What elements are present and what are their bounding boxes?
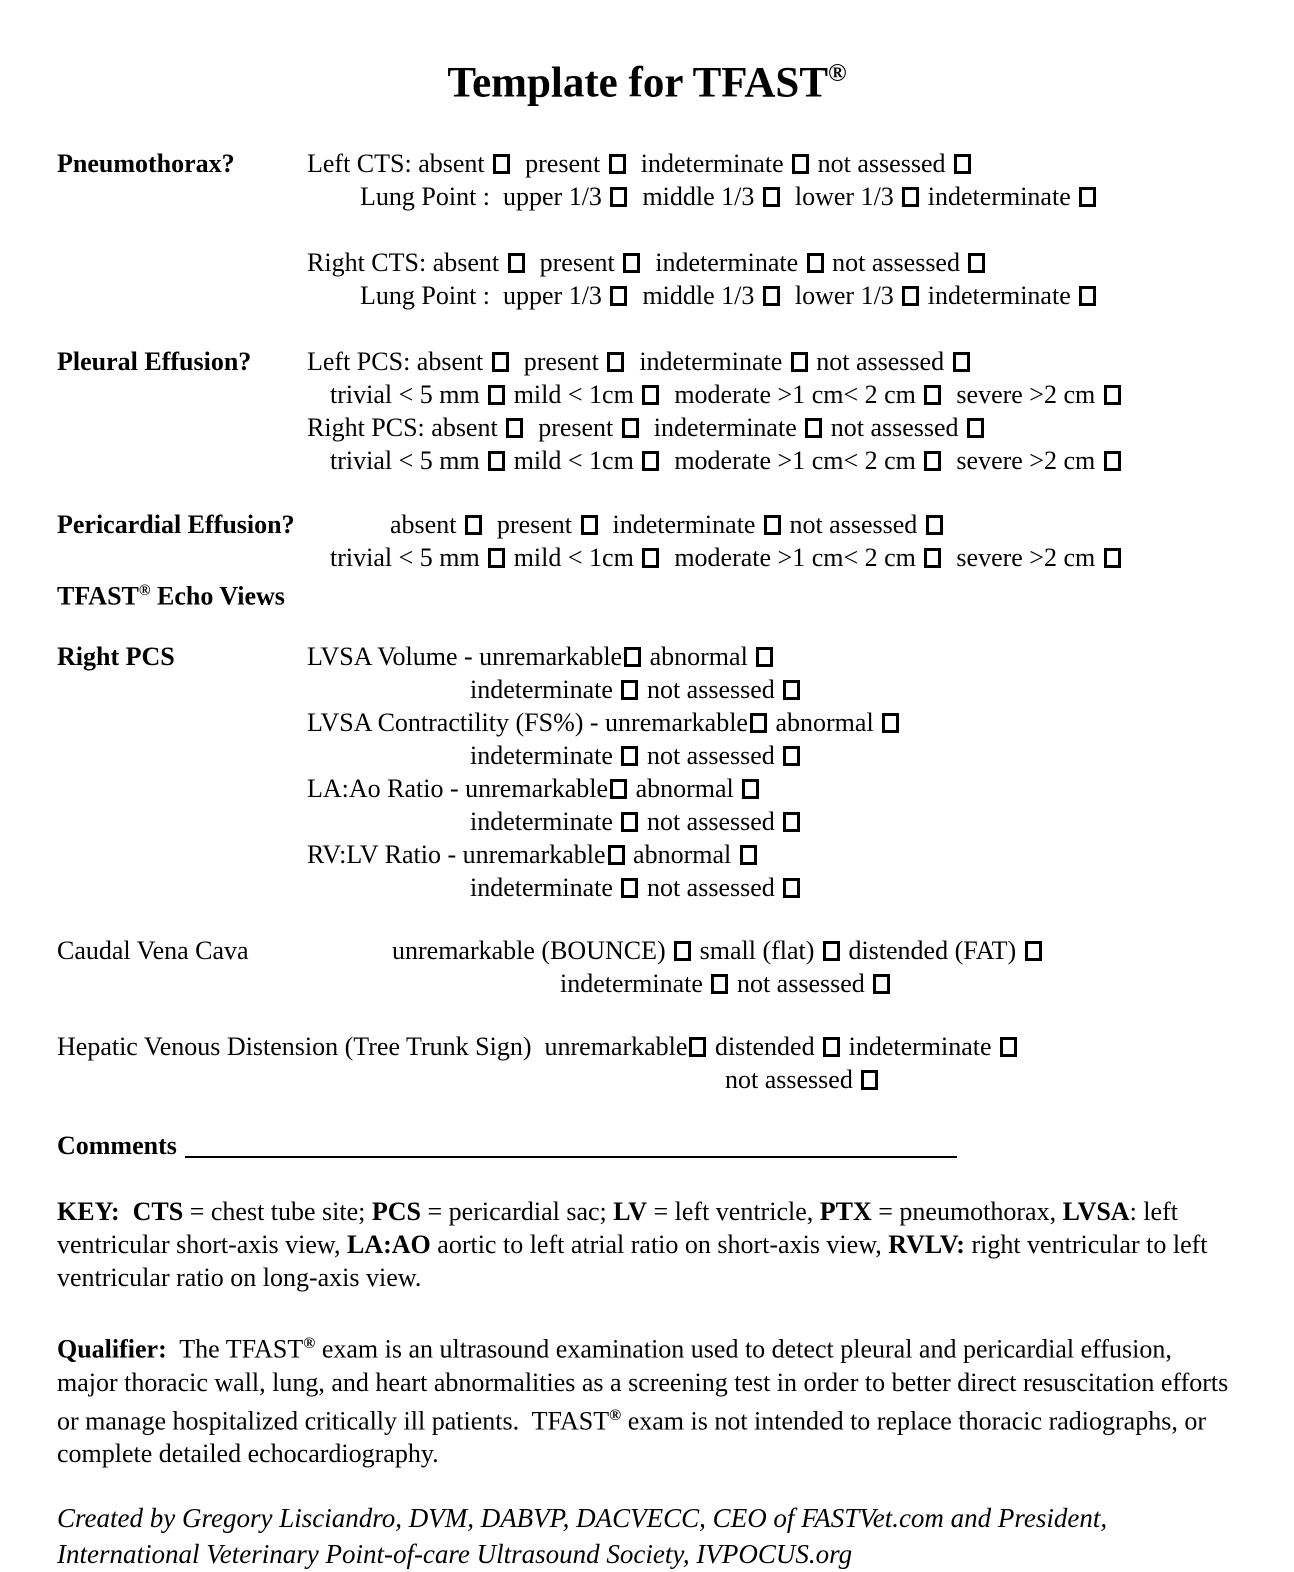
checkbox[interactable] <box>1000 1037 1017 1057</box>
paragraph-segment: = pericardial sac; <box>421 1196 614 1226</box>
section-right-pcs <box>57 640 1237 904</box>
section-echo-views-heading <box>57 574 1237 613</box>
checkbox[interactable] <box>610 187 627 207</box>
checkbox[interactable] <box>642 451 659 471</box>
form-line <box>307 640 1237 673</box>
checkbox[interactable] <box>674 941 691 961</box>
line-text: moderate >1 cm< 2 cm <box>661 380 923 410</box>
line-text: Hepatic Venous Distension (Tree Trunk Sign) unremarkable <box>57 1031 688 1061</box>
checkbox[interactable] <box>902 286 919 306</box>
checkbox[interactable] <box>763 286 780 306</box>
checkbox[interactable] <box>742 779 759 799</box>
line-text: not assessed <box>640 872 782 902</box>
page-title-text: Template for TFAST <box>447 59 829 107</box>
checkbox[interactable] <box>621 680 638 700</box>
checkbox[interactable] <box>968 253 985 273</box>
form-line <box>307 739 1237 772</box>
line-text: LVSA Volume - unremarkable <box>307 641 623 671</box>
paragraph-segment: International Veterinary Point-of-care Ultrasound Society, IVPOCUS.org <box>57 1539 853 1570</box>
line-text: mild < 1cm <box>507 543 641 573</box>
comments-row <box>57 1129 1237 1162</box>
section-pericardial-effusion <box>57 508 1237 574</box>
checkbox[interactable] <box>756 647 773 667</box>
paragraph-segment: PCS <box>371 1196 422 1226</box>
paragraph-segment: aortic to left atrial ratio on short-axis view, <box>430 1229 889 1259</box>
checkbox[interactable] <box>791 352 808 372</box>
line-text: present <box>512 149 607 179</box>
form-line <box>307 246 1237 279</box>
checkbox[interactable] <box>783 812 800 832</box>
line-text: middle 1/3 <box>629 281 761 311</box>
paragraph-segment: exam is an ultrasound examination used to detect pleural and pericardial effusion, major thoracic wall, lung, and heart abnormalities as a screening test in order to better direct resuscitation efforts or manage hospitalized critically ill patients. TFAST <box>57 1334 1235 1436</box>
section-label-pericardial-effusion: Pericardial Effusion? <box>57 510 295 540</box>
section-label-pneumothorax: Pneumothorax? <box>57 149 235 179</box>
heading-text: Echo Views <box>150 581 285 611</box>
checkbox[interactable] <box>823 941 840 961</box>
section-lines <box>307 508 1237 574</box>
line-text: moderate >1 cm< 2 cm <box>661 543 923 573</box>
comments-label: Comments <box>57 1130 177 1160</box>
key-paragraph <box>57 1195 1237 1294</box>
checkbox[interactable] <box>926 515 943 535</box>
checkbox[interactable] <box>882 713 899 733</box>
line-text: severe >2 cm <box>943 446 1102 476</box>
checkbox[interactable] <box>488 548 505 568</box>
form-line <box>307 805 1237 838</box>
line-text: unremarkable (BOUNCE) <box>392 935 673 965</box>
paragraph-segment: : left ventricular short-axis view, <box>57 1196 1185 1259</box>
checkbox[interactable] <box>711 974 728 994</box>
checkbox[interactable] <box>967 418 984 438</box>
section-lines <box>307 640 1237 904</box>
section-pneumothorax <box>57 147 1237 312</box>
form-line <box>57 1030 1237 1063</box>
checkbox[interactable] <box>764 515 781 535</box>
paragraph-segment: Created by Gregory Lisciandro, DVM, DABVP, DACVECC, CEO of FASTVet.com and President, <box>57 1503 1108 1534</box>
section-label-caudal-vena-cava: Caudal Vena Cava <box>57 935 249 965</box>
line-text: LA:Ao Ratio - unremarkable <box>307 773 609 803</box>
checkbox[interactable] <box>823 1037 840 1057</box>
paragraph-segment: LVSA <box>1062 1196 1130 1226</box>
qualifier-paragraph <box>57 1327 1237 1470</box>
form-line <box>307 147 1237 180</box>
paragraph-segment: CTS <box>132 1196 184 1226</box>
checkbox[interactable] <box>1104 385 1121 405</box>
line-text: not assessed <box>730 968 872 998</box>
form-body <box>57 147 1237 1096</box>
section-label-pleural-effusion: Pleural Effusion? <box>57 347 252 377</box>
checkbox[interactable] <box>861 1070 878 1090</box>
checkbox[interactable] <box>763 187 780 207</box>
checkbox[interactable] <box>792 154 809 174</box>
form-line <box>307 838 1237 871</box>
line-text: Left PCS: absent <box>307 347 490 377</box>
line-text: indeterminate <box>470 872 620 902</box>
form-line <box>307 213 1237 246</box>
checkbox[interactable] <box>610 286 627 306</box>
checkbox[interactable] <box>924 385 941 405</box>
checkbox[interactable] <box>621 812 638 832</box>
line-text: present <box>483 510 579 540</box>
checkbox[interactable] <box>610 779 627 799</box>
section-hepatic-venous-distension <box>57 1030 1237 1096</box>
checkbox[interactable] <box>902 187 919 207</box>
checkbox[interactable] <box>488 385 505 405</box>
form-line <box>307 706 1237 739</box>
line-text: Right PCS: absent <box>307 413 505 443</box>
section-label-right-pcs: Right PCS <box>57 641 175 671</box>
checkbox[interactable] <box>1104 548 1121 568</box>
heading-text: TFAST <box>57 581 139 611</box>
line-text: Lung Point : upper 1/3 <box>360 182 609 212</box>
form-line <box>307 411 1237 444</box>
line-text: RV:LV Ratio - unremarkable <box>307 839 606 869</box>
form-line <box>57 1063 1237 1096</box>
line-text: mild < 1cm <box>507 446 641 476</box>
line-text: absent <box>390 510 463 540</box>
checkbox[interactable] <box>622 418 639 438</box>
line-text: Right CTS: absent <box>307 248 506 278</box>
line-text: indeterminate <box>640 413 804 443</box>
form-line <box>307 279 1237 312</box>
paragraph-segment: right ventricular to left ventricular ratio on long-axis view. <box>57 1229 1215 1292</box>
checkbox[interactable] <box>508 253 525 273</box>
checkbox[interactable] <box>621 878 638 898</box>
line-text: indeterminate <box>470 740 620 770</box>
form-line <box>307 934 1237 967</box>
line-text: indeterminate <box>627 149 791 179</box>
form-line <box>307 345 1237 378</box>
paragraph-segment: exam is not intended to replace thoracic radiographs, or complete detailed echocardiography. <box>57 1406 1213 1469</box>
checkbox[interactable] <box>873 974 890 994</box>
form-line <box>307 180 1237 213</box>
line-text: trivial < 5 mm <box>330 380 487 410</box>
paragraph-segment: ® <box>303 1334 316 1352</box>
checkbox[interactable] <box>607 352 624 372</box>
form-line <box>307 378 1237 411</box>
registered-mark: ® <box>828 60 847 87</box>
line-text: distended <box>708 1031 822 1061</box>
checkbox[interactable] <box>783 878 800 898</box>
checkbox[interactable] <box>492 352 509 372</box>
checkbox[interactable] <box>1079 187 1096 207</box>
line-text: indeterminate <box>470 674 620 704</box>
line-text: abnormal <box>629 773 741 803</box>
form-line <box>307 967 1237 1000</box>
checkbox[interactable] <box>642 385 659 405</box>
line-text: abnormal <box>643 641 755 671</box>
line-text: middle 1/3 <box>629 182 761 212</box>
checkbox[interactable] <box>465 515 482 535</box>
paragraph-segment: The TFAST <box>166 1334 304 1364</box>
line-text: not assessed <box>640 806 782 836</box>
line-text: lower 1/3 <box>781 281 901 311</box>
checkbox[interactable] <box>954 154 971 174</box>
checkbox[interactable] <box>581 515 598 535</box>
form-line <box>307 772 1237 805</box>
form-line <box>307 508 1237 541</box>
line-text: present <box>510 347 606 377</box>
line-text: abnormal <box>626 839 738 869</box>
section-lines <box>307 934 1237 1000</box>
form-line <box>307 541 1237 574</box>
section-lines <box>307 147 1237 312</box>
paragraph-segment: LV <box>613 1196 647 1226</box>
paragraph-segment: PTX <box>819 1196 872 1226</box>
line-text: indeterminate <box>642 248 805 278</box>
checkbox[interactable] <box>924 451 941 471</box>
line-text: abnormal <box>768 707 881 737</box>
checkbox[interactable] <box>783 680 800 700</box>
line-text: lower 1/3 <box>781 182 901 212</box>
section-lines <box>57 1030 1237 1096</box>
paragraph-segment: Qualifier: <box>57 1334 167 1364</box>
line-text: not assessed <box>809 347 951 377</box>
line-text: not assessed <box>811 149 952 179</box>
line-text: mild < 1cm <box>507 380 641 410</box>
checkbox[interactable] <box>924 548 941 568</box>
line-text: LVSA Contractility (FS%) - unremarkable <box>307 707 748 737</box>
comments-input-line[interactable] <box>185 1132 957 1158</box>
page-title <box>57 46 1237 111</box>
form-line <box>307 871 1237 904</box>
line-text: indeterminate <box>560 968 710 998</box>
paragraph-segment: ® <box>609 1406 622 1424</box>
checkbox[interactable] <box>805 418 822 438</box>
section-lines <box>307 345 1237 477</box>
checkbox[interactable] <box>783 746 800 766</box>
section-heading <box>57 574 1237 613</box>
checkbox[interactable] <box>623 253 640 273</box>
line-text: small (flat) <box>693 935 821 965</box>
paragraph-segment: = left ventricle, <box>646 1196 820 1226</box>
paragraph-segment: RVLV: <box>888 1229 965 1259</box>
line-text: trivial < 5 mm <box>330 543 487 573</box>
checkbox[interactable] <box>493 154 510 174</box>
line-text: indeterminate <box>921 182 1078 212</box>
form-line <box>307 444 1237 477</box>
line-text: not assessed <box>640 740 782 770</box>
checkbox[interactable] <box>740 845 757 865</box>
line-text: Left CTS: absent <box>307 149 492 179</box>
checkbox[interactable] <box>624 647 641 667</box>
checkbox[interactable] <box>488 451 505 471</box>
checkbox[interactable] <box>1025 941 1042 961</box>
checkbox[interactable] <box>807 253 824 273</box>
checkbox[interactable] <box>689 1037 706 1057</box>
paragraph-segment: KEY: <box>57 1196 133 1226</box>
line-text: indeterminate <box>626 347 789 377</box>
paragraph-segment: = pneumothorax, <box>871 1196 1063 1226</box>
line-text: not assessed <box>824 413 966 443</box>
form-line <box>307 673 1237 706</box>
line-text: indeterminate <box>599 510 762 540</box>
section-pleural-effusion <box>57 345 1237 477</box>
line-text: present <box>525 413 620 443</box>
credit-paragraph <box>57 1500 1237 1572</box>
checkbox[interactable] <box>506 418 523 438</box>
checkbox[interactable] <box>642 548 659 568</box>
line-text: severe >2 cm <box>943 543 1102 573</box>
line-text: trivial < 5 mm <box>330 446 487 476</box>
line-text: indeterminate <box>921 281 1078 311</box>
paragraph-segment: = chest tube site; <box>183 1196 372 1226</box>
registered-mark: ® <box>138 582 151 600</box>
line-text: moderate >1 cm< 2 cm <box>661 446 923 476</box>
line-text: not assessed <box>825 248 967 278</box>
checkbox[interactable] <box>1079 286 1096 306</box>
checkbox[interactable] <box>750 713 767 733</box>
checkbox[interactable] <box>953 352 970 372</box>
line-text: not assessed <box>640 674 782 704</box>
section-caudal-vena-cava <box>57 934 1237 1000</box>
paragraph-segment: LA:AO <box>347 1229 431 1259</box>
line-text: distended (FAT) <box>841 935 1023 965</box>
checkbox[interactable] <box>1104 451 1121 471</box>
line-text: present <box>526 248 622 278</box>
checkbox[interactable] <box>609 154 626 174</box>
line-text: not assessed <box>782 510 924 540</box>
line-text: severe >2 cm <box>943 380 1102 410</box>
checkbox[interactable] <box>608 845 625 865</box>
line-text: indeterminate <box>470 806 620 836</box>
line-text: not assessed <box>725 1064 860 1094</box>
line-text: Lung Point : upper 1/3 <box>360 281 609 311</box>
line-text: indeterminate <box>842 1031 999 1061</box>
checkbox[interactable] <box>621 746 638 766</box>
